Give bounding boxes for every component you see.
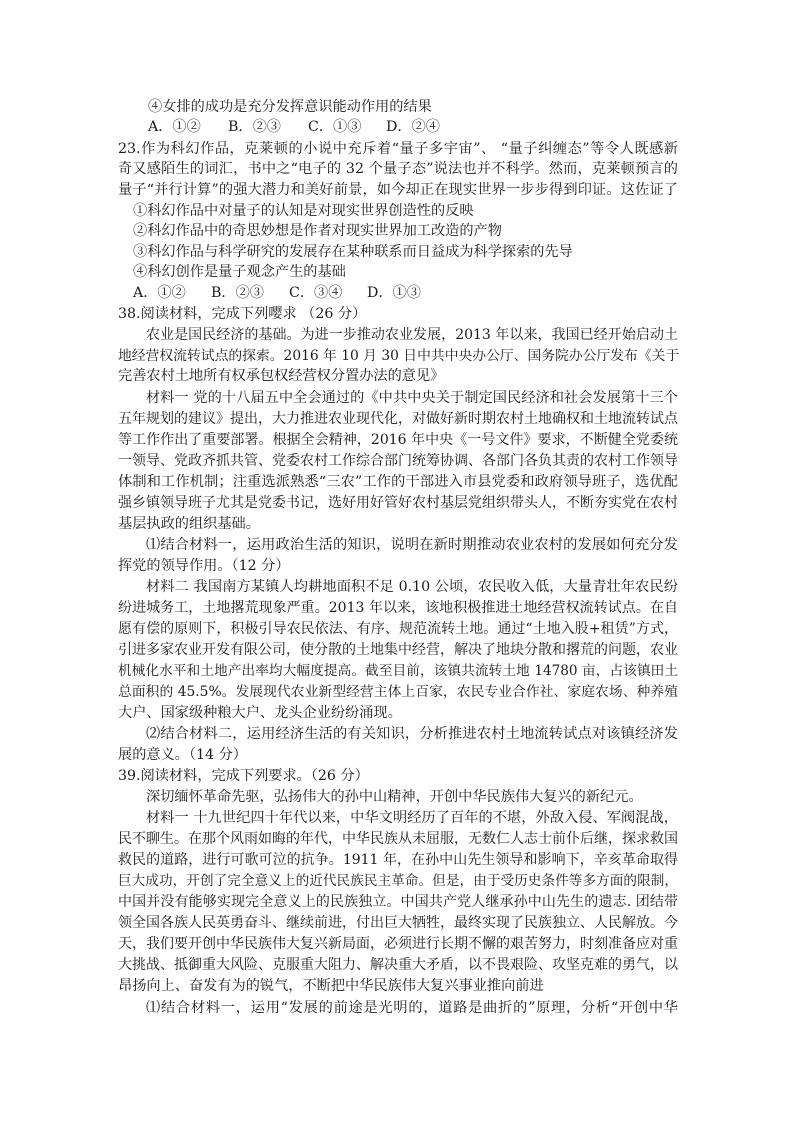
q38-material2-line-5: 机械化水平和土地产出率均大幅度提高。截至目前，该镇共流转土地 14780 亩，占该镇田土: [118, 663, 678, 679]
q38-material2-line-3: 愿有偿的原则下，积极引导农民依法、有序、规范流转土地。通过“土地入股+租赁”方式，: [118, 621, 678, 637]
q38-intro-line-2: 地经营权流转试点的探索。2016 年 10 月 30 日中共中央办公厅、国务院办公厅发布《关于: [118, 348, 680, 364]
q38-material1-line-2: 五年规划的建议》提出，大力推进农业现代化，对做好新时期农村土地确权和土地流转试点: [118, 411, 678, 427]
q39-material1-line-9: 昂扬向上、奋发有为的锐气，不断把中华民族伟大复兴事业推向前进: [118, 978, 544, 994]
q38-material1-line-7: 基层执政的组织基础。: [118, 516, 260, 532]
q39-question1-line-1: ⑴结合材料一，运用“发展的前途是光明的，道路是曲折的”原理，分析“开创中华: [146, 1000, 678, 1016]
q38-material1-line-1: 材料一 党的十八届五中全会通过的《中共中央关于制定国民经济和社会发展第十三个: [146, 390, 678, 406]
q22-choice-c: C．①③: [308, 119, 362, 135]
q39-intro: 深切缅怀革命先驱，弘扬伟大的孙中山精神，开创中华民族伟大复兴的新纪元。: [146, 789, 643, 805]
q23-choice-d: D．①③: [367, 285, 421, 301]
q23-statement-2: ②科幻作品中的奇思妙想是作者对现实世界加工改造的产物: [133, 223, 502, 239]
q38-question2-line-1: ⑵结合材料二，运用经济生活的有关知识，分析推进农村土地流转试点对该镇经济发: [146, 726, 678, 742]
q39-material1-line-6: 领全国各族人民英勇奋斗、继续前进，付出巨大牺牲，最终实现了民族独立、人民解放。今: [118, 915, 678, 931]
q38-question1-line-2: 挥党的领导作用。（12 分）: [118, 558, 290, 574]
q38-material2-line-1: 材料二 我国南方某镇人均耕地面积不足 0.10 公顷，农民收入低，大量青壮年农民纷: [146, 579, 678, 595]
q38-material1-line-5: 体制和工作机制；注重选派熟悉“三农”工作的干部进入市县党委和政府领导班子，选优配: [118, 474, 678, 490]
q22-choices: [148, 117, 448, 137]
q38-question1-line-1: ⑴结合材料一，运用政治生活的知识，说明在新时期推动农业农村的发展如何充分发: [146, 537, 678, 553]
q23-statement-3: ③科幻作品与科学研究的发展存在某种联系而日益成为科学探索的先导: [133, 244, 573, 260]
q23-stem-line-3: 量子“并行计算”的强大潜力和美好前景，如今却正在现实世界一步步得到印证。这佐证了: [118, 182, 678, 198]
q38-question2-line-2: 展的意义。（14 分）: [118, 747, 247, 763]
q22-option-4: ④女排的成功是充分发挥意识能动作用的结果: [148, 99, 432, 115]
q22-choice-a: A．①②: [148, 119, 201, 135]
q39-material1-line-4: 巨大成功，开创了完全意义上的近代民族民主革命。但是，由于受历史条件等多方面的限制，: [118, 873, 678, 889]
q38-intro-line-1: 农业是国民经济的基础。为进一步推动农业发展，2013 年以来，我国已经开始启动土: [146, 327, 678, 343]
q38-material1-line-3: 等工作作出了重要部署。根据全会精神，2016 年中央《一号文件》要求，不断健全党委统: [118, 432, 678, 448]
q23-statement-4: ④科幻创作是量子观念产生的基础: [133, 264, 346, 280]
q38-intro-line-3: 完善农村土地所有权承包权经营权分置办法的意见》: [118, 368, 445, 384]
q38-material2-line-7: 大户、国家级种粮大户、龙头企业纷纷涌现。: [118, 705, 402, 721]
q23-stem-line-2: 奇又感陌生的词汇，书中之“电子的 32 个量子态”说法也并不科学。然而，克莱顿预言的: [118, 161, 678, 177]
q23-stem-line-1: 23.作为科幻作品，克莱顿的小说中充斥着“量子多宇宙”、 “量子纠缠态”等令人既感新: [118, 141, 678, 157]
q38-material2-line-2: 纷进城务工，土地撂荒现象严重。2013 年以来，该地积极推进土地经营权流转试点。在自: [118, 600, 678, 616]
q23-statement-1: ①科幻作品中对量子的认知是对现实世界创造性的反映: [133, 203, 474, 219]
q38-heading: 38.阅读材料，完成下列嘤求 （26 分）: [118, 306, 367, 322]
q39-material1-line-3: 救民的道路，进行可歌可泣的抗争。1911 年，在孙中山先生领导和影响下，辛亥革命取得: [118, 852, 678, 868]
q23-choice-a: A．①②: [133, 285, 186, 301]
q38-material2-line-4: 引进多家农业开发有限公司，使分散的土地集中经营，解决了地块分散和撂荒的问题，农业: [118, 642, 678, 658]
q39-material1-line-5: 中国并没有能够实现完全意义上的民族独立。中国共产党人继承孙中山先生的遗志. 团结带: [118, 894, 678, 910]
q39-material1-line-8: 大挑战、抵御重大风险、克服重大阻力、解决重大矛盾，以不畏艰险、攻坚克难的勇气，以: [118, 957, 678, 973]
q38-material2-line-6: 总面积的 45.5%。发展现代农业新型经营主体上百家，农民专业合作社、家庭农场、种养殖: [118, 684, 678, 700]
q23-choice-c: C．③④: [289, 285, 343, 301]
q22-choice-b: B．②③: [228, 119, 281, 135]
q38-material1-line-4: 一领导、党政齐抓共管、党委农村工作综合部门统筹协调、各部门各负其责的农村工作领导: [118, 453, 678, 469]
q39-material1-line-7: 天，我们要开创中华民族伟大复兴新局面，必须进行长期不懈的艰苦努力，时刻准备应对重: [118, 936, 678, 952]
q23-choices: [133, 283, 433, 303]
q39-material1-line-1: 材料一 十九世纪四十年代以来，中华文明经历了百年的不堪，外敌入侵、军阀混战，: [146, 810, 678, 826]
q39-material1-line-2: 民不聊生。在那个风雨如晦的年代，中华民族从未屈服，无数仁人志士前仆后继，探求救国: [118, 831, 678, 847]
q22-choice-d: D．②④: [386, 119, 440, 135]
q38-material1-line-6: 强乡镇领导班子尤其是党委书记，选好用好管好农村基层党组织带头人，不断夯实党在农村: [118, 495, 678, 511]
q39-heading: 39.阅读材料，完成下列要求。（26 分）: [118, 768, 369, 784]
q23-choice-b: B．②③: [211, 285, 264, 301]
